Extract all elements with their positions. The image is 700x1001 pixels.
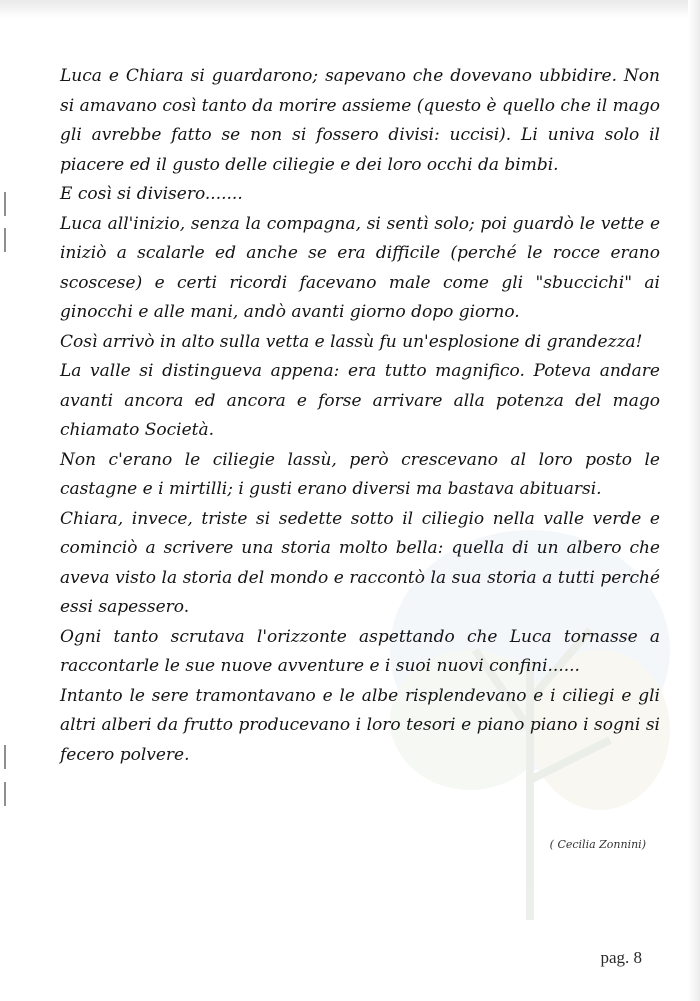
- story-text: [60, 62, 660, 770]
- story-paragraph: Luca e Chiara si guardarono; sapevano che dovevano ubbidire. Non si amavano così tanto da morire assieme (questo è quello che il mago gli avrebbe fatto se non si fossero divisi: uccisi). Li univa solo il piacere ed il gusto delle ciliegie e dei loro occhi da bimbi.: [60, 66, 660, 175]
- story-paragraph: Intanto le sere tramontavano e le albe risplendevano e i ciliegi e gli altri alberi da frutto producevano i loro tesori e piano piano i sogni si fecero polvere.: [60, 685, 660, 765]
- binding-mark: [4, 782, 6, 806]
- page-number: pag. 8: [600, 948, 642, 967]
- binding-mark: [4, 192, 6, 216]
- story-paragraph: Chiara, invece, triste si sedette sotto il ciliegio nella valle verde e cominciò a scrivere una storia molto bella: quella di un albero che aveva visto la storia del mondo e raccontò la sua storia a tutti perché essi sapessero.: [60, 508, 660, 617]
- story-paragraph: Luca all'inizio, senza la compagna, si sentì solo; poi guardò le vette e iniziò a scalarle ed anche se era difficile (perché le rocce erano scoscese) e certi ricordi facevano male come gli "sbuccichi" ai ginocchi e alle mani, andò avanti giorno dopo giorno.: [60, 213, 660, 322]
- story-paragraph: Non c'erano le ciliegie lassù, però crescevano al loro posto le castagne e i mirtilli; i gusti erano diversi ma bastava abituarsi.: [60, 449, 660, 499]
- binding-mark: [4, 228, 6, 252]
- page-top-shadow: [0, 0, 700, 18]
- author-signature: ( Cecilia Zonnini): [549, 838, 646, 851]
- story-paragraph: La valle si distingueva appena: era tutto magnifico. Poteva andare avanti ancora ed ancora e forse arrivare alla potenza del mago chiamato Società.: [60, 361, 660, 440]
- story-paragraph: Ogni tanto scrutava l'orizzonte aspettando che Luca tornasse a raccontarle le sue nuove avventure e i suoi nuovi confini......: [60, 626, 660, 676]
- binding-mark: [4, 745, 6, 769]
- story-paragraph: Così arrivò in alto sulla vetta e lassù fu un'esplosione di grandezza!: [60, 331, 643, 352]
- story-paragraph: E così si divisero.......: [60, 184, 243, 204]
- page-edge: [688, 0, 700, 1001]
